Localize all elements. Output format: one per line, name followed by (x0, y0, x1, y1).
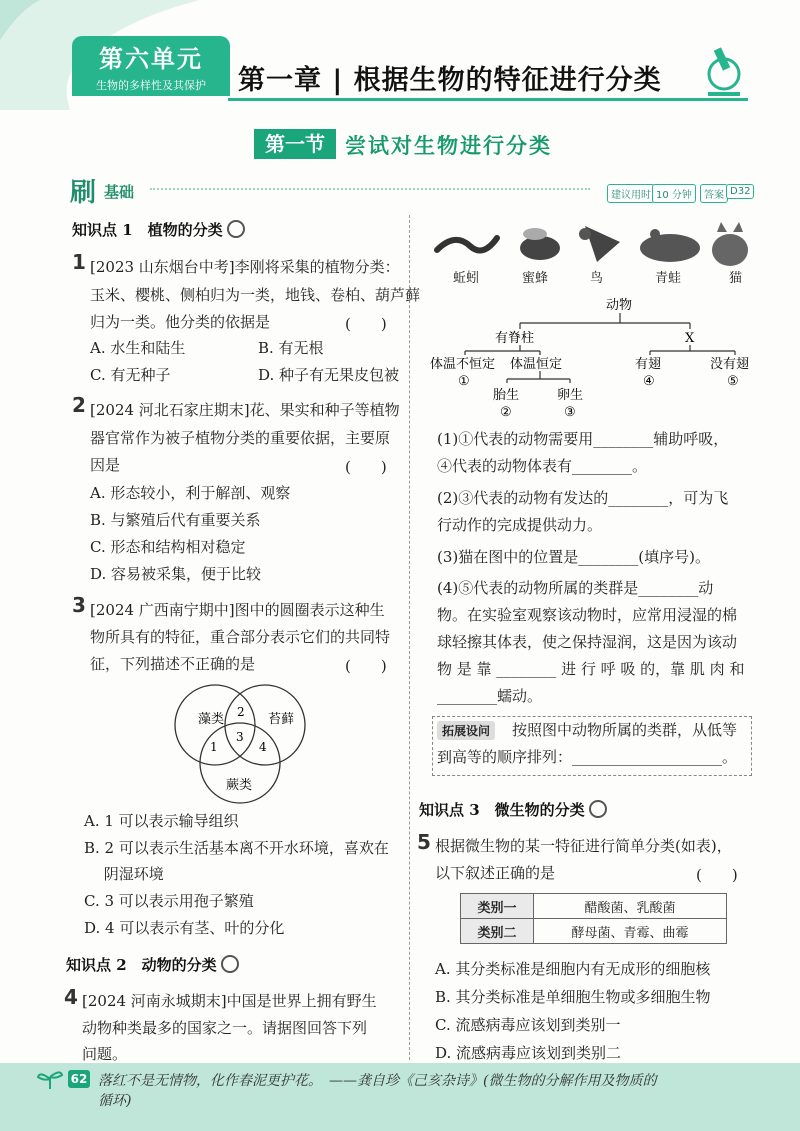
question-4-number: 4 (64, 985, 78, 1009)
target-icon (221, 955, 239, 973)
tree-warm-blooded: 体温恒定 (510, 357, 563, 372)
q3-option-b: B. 2 可以表示生活基本离不开水环境，喜欢在 (84, 839, 389, 857)
practice-sub: 基础 (104, 183, 135, 201)
table-head-1: 类别一 (461, 894, 534, 919)
venn-region-2: 2 (237, 705, 245, 719)
q4-sub-4e: ________蠕动。 (437, 687, 543, 705)
q3-line-2: 物所具有的特征，重合部分表示它们的共同特 (90, 628, 391, 646)
table-row (461, 919, 727, 944)
q5-option-c: C. 流感病毒应该划到类别一 (435, 1016, 621, 1034)
q2-option-a: A. 形态较小，利于解剖、观察 (90, 484, 291, 502)
q4-sub-2b: 行动作的完成提供动力。 (437, 516, 603, 534)
venn-label-fern: 蕨类 (226, 778, 253, 793)
q2-answer-paren: ( ) (345, 458, 387, 476)
target-icon (589, 800, 607, 818)
q1-line-2: 玉米、樱桃、侧柏归为一类，地钱、卷柏、葫芦藓 (90, 286, 421, 304)
bee-icon (520, 228, 560, 260)
q3-option-a: A. 1 可以表示输导组织 (84, 812, 239, 830)
q5-option-d: D. 流感病毒应该划到类别二 (435, 1044, 622, 1062)
q2-line-1: [2024 河北石家庄期末]花、果实和种子等植物 (90, 401, 400, 419)
kp3-title: 知识点 3 微生物的分类 (419, 801, 585, 819)
extension-line-1: 按照图中动物所属的类群，从低等 (512, 721, 738, 739)
q2-option-d: D. 容易被采集，便于比较 (90, 565, 262, 583)
table-value-1: 醋酸菌、乳酸菌 (534, 894, 727, 919)
animal-label-cat: 猫 (729, 271, 743, 286)
section-label: 第一节 (254, 129, 336, 159)
knowledge-point-3 (419, 799, 607, 820)
table-head-2: 类别二 (461, 919, 534, 944)
q4-sub-4b: 物。在实验室观察该动物时，应常用浸湿的棉 (437, 606, 738, 624)
classification-tree (425, 293, 775, 423)
tree-x: X (685, 331, 695, 346)
kp2-title: 知识点 2 动物的分类 (66, 956, 217, 974)
venn-region-4: 4 (259, 740, 267, 754)
section-name: 尝试对生物进行分类 (345, 134, 552, 158)
animal-label-bee: 蜜蜂 (522, 271, 549, 286)
venn-region-3: 3 (236, 730, 244, 744)
q3-option-b-cont: 阴湿环境 (84, 865, 164, 883)
q4-sub-4a: (4)⑤代表的动物所属的类群是________动 (437, 579, 714, 597)
time-value: 10 分钟 (652, 184, 696, 203)
knowledge-point-1 (72, 219, 245, 240)
cat-icon (712, 222, 748, 266)
q2-line-3: 因是 (90, 456, 121, 474)
animal-label-earthworm: 蚯蚓 (453, 271, 480, 286)
practice-divider (150, 188, 590, 190)
page-number: 62 (68, 1070, 90, 1088)
q4-sub-4d: 物 是 靠 ________ 进 行 呼 吸 的，靠 肌 肉 和 (437, 660, 745, 678)
tree-root: 动物 (606, 298, 633, 313)
time-label: 建议用时 (607, 184, 655, 203)
tree-circle-5: ⑤ (727, 374, 739, 389)
q4-line-3: 问题。 (82, 1045, 128, 1063)
table-row (461, 894, 727, 919)
venn-region-1: 1 (210, 740, 218, 754)
q3-option-d: D. 4 可以表示有茎、叶的分化 (84, 919, 285, 937)
q1-line-3: 归为一类。他分类的依据是 (90, 313, 271, 331)
footer-quote: 落红不是无情物，化作春泥更护花。 ——龚自珍《己亥杂诗》(微生物的分解作用及物质的 (98, 1073, 657, 1089)
question-2-number: 2 (72, 393, 86, 417)
tree-circle-1: ① (458, 374, 470, 389)
q1-option-b: B. 有无根 (258, 339, 324, 357)
tree-cold-blooded: 体温不恒定 (430, 357, 496, 372)
q2-line-2: 器官常作为被子植物分类的重要依据，主要原 (90, 429, 391, 447)
q1-option-a: A. 水生和陆生 (90, 339, 186, 357)
bird-icon (579, 226, 620, 262)
q5-answer-paren: ( ) (696, 866, 738, 884)
extension-label: 拓展设问 (437, 721, 495, 740)
knowledge-point-2 (66, 954, 239, 975)
q3-answer-paren: ( ) (345, 657, 387, 675)
column-divider (409, 215, 410, 1060)
q5-line-1: 根据微生物的某一特征进行简单分类(如表)， (435, 837, 732, 855)
q4-sub-2a: (2)③代表的动物有发达的________，可为飞 (437, 489, 729, 507)
earthworm-icon (437, 238, 497, 251)
question-5-number: 5 (417, 830, 431, 854)
unit-title: 第六单元 (99, 45, 203, 73)
q1-option-c: C. 有无种子 (90, 366, 171, 384)
q4-sub-4c: 球轻擦其体表，使之保持湿润，这是因为该动 (437, 633, 738, 651)
kp1-title: 知识点 1 植物的分类 (72, 221, 223, 239)
unit-tab (72, 36, 230, 96)
tree-circle-4: ④ (643, 374, 655, 389)
animal-label-bird: 鸟 (590, 271, 604, 286)
venn-label-algae: 藻类 (198, 712, 225, 727)
target-icon (227, 220, 245, 238)
footer-quote-cont: 循环) (98, 1093, 132, 1109)
tree-oviparous: 卵生 (557, 388, 584, 403)
q1-option-d: D. 种子有无果皮包被 (258, 366, 400, 384)
q4-sub-3: (3)猫在图中的位置是________(填序号)。 (437, 548, 710, 566)
extension-line-2: 到高等的顺序排列：____________________。 (437, 748, 738, 766)
q5-option-b: B. 其分类标准是单细胞生物或多细胞生物 (435, 988, 711, 1006)
q2-option-c: C. 形态和结构相对稳定 (90, 538, 246, 556)
q4-sub-1b: ④代表的动物体表有________。 (437, 457, 648, 475)
animal-label-frog: 青蛙 (655, 271, 682, 286)
q5-line-2: 以下叙述正确的是 (435, 864, 556, 882)
q1-line-1: [2023 山东烟台中考]李刚将采集的植物分类： (90, 258, 400, 276)
q3-line-3: 征，下列描述不正确的是 (90, 655, 256, 673)
answer-page: D32 (726, 184, 754, 199)
table-value-2: 酵母菌、青霉、曲霉 (534, 919, 727, 944)
q5-option-a: A. 其分类标准是细胞内有无成形的细胞核 (435, 960, 711, 978)
q4-line-2: 动物种类最多的国家之一。请据图回答下列 (82, 1019, 368, 1037)
tree-vertebrate: 有脊柱 (495, 331, 535, 346)
tree-viviparous: 胎生 (493, 388, 520, 403)
question-3-number: 3 (72, 593, 86, 617)
tree-circle-2: ② (500, 405, 512, 420)
q3-option-c: C. 3 可以表示用孢子繁殖 (84, 892, 254, 910)
q4-line-1: [2024 河南永城期末]中国是世界上拥有野生 (82, 992, 377, 1010)
q1-answer-paren: ( ) (345, 315, 387, 333)
sprout-icon (36, 1067, 64, 1091)
classification-table (460, 893, 727, 944)
unit-subtitle: 生物的多样性及其保护 (96, 79, 206, 92)
venn-diagram (160, 680, 320, 810)
venn-label-moss: 苔藓 (268, 712, 295, 727)
tree-wingless: 没有翅 (710, 357, 750, 372)
tree-winged: 有翅 (635, 357, 662, 372)
question-1-number: 1 (72, 250, 86, 274)
answer-label: 答案 (700, 184, 728, 203)
frog-icon (640, 229, 700, 262)
practice-label: 刷 (70, 178, 97, 208)
q2-option-b: B. 与繁殖后代有重要关系 (90, 511, 261, 529)
q3-line-1: [2024 广西南宁期中]图中的圆圈表示这种生 (90, 601, 385, 619)
tree-circle-3: ③ (564, 405, 576, 420)
chapter-title: 第一章 | 根据生物的特征进行分类 (238, 65, 662, 96)
header-rule (228, 98, 748, 101)
q4-sub-1a: (1)①代表的动物需要用________辅助呼吸， (437, 430, 729, 448)
